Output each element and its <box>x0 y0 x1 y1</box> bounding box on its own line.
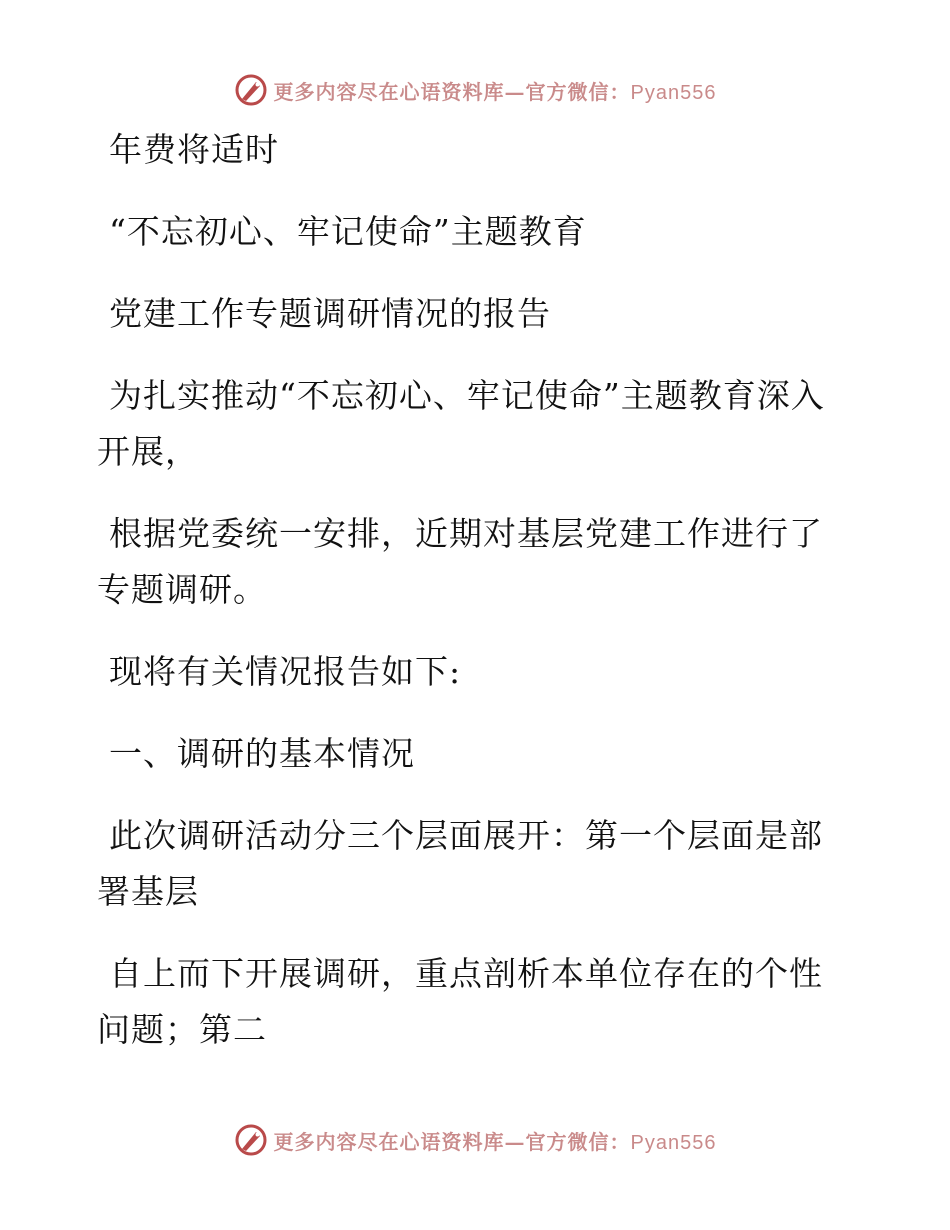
pen-nib-icon <box>234 1123 268 1157</box>
paragraph: “不忘初心、牢记使命”主题教育 <box>109 212 587 251</box>
banner-account: Pyan556 <box>630 81 717 104</box>
paragraph: 现将有关情况报告如下: <box>109 652 462 691</box>
pen-nib-icon <box>234 73 268 107</box>
banner-slogan: 更多内容尽在心语资料库—官方微信： <box>273 79 631 104</box>
paragraph: 为扎实推动“不忘初心、牢记使命”主题教育深入开展， <box>97 376 825 471</box>
banner-text <box>274 76 717 105</box>
banner-account: Pyan556 <box>630 1131 717 1154</box>
paragraph: 根据党委统一安排，近期对基层党建工作进行了专题调研。 <box>97 514 823 609</box>
document-body <box>97 122 832 1084</box>
paragraph: 自上而下开展调研，重点剖析本单位存在的个性问题；第二 <box>97 954 823 1049</box>
banner-slogan: 更多内容尽在心语资料库—官方微信： <box>273 1129 631 1154</box>
paragraph: 一、调研的基本情况 <box>109 734 415 773</box>
paragraph: 党建工作专题调研情况的报告 <box>109 294 551 333</box>
header-watermark-banner <box>0 70 950 110</box>
paragraph: 此次调研活动分三个层面展开：第一个层面是部署基层 <box>97 816 823 911</box>
paragraph: 年费将适时 <box>109 130 279 169</box>
banner-text <box>274 1126 717 1155</box>
footer-watermark-banner <box>0 1120 950 1160</box>
